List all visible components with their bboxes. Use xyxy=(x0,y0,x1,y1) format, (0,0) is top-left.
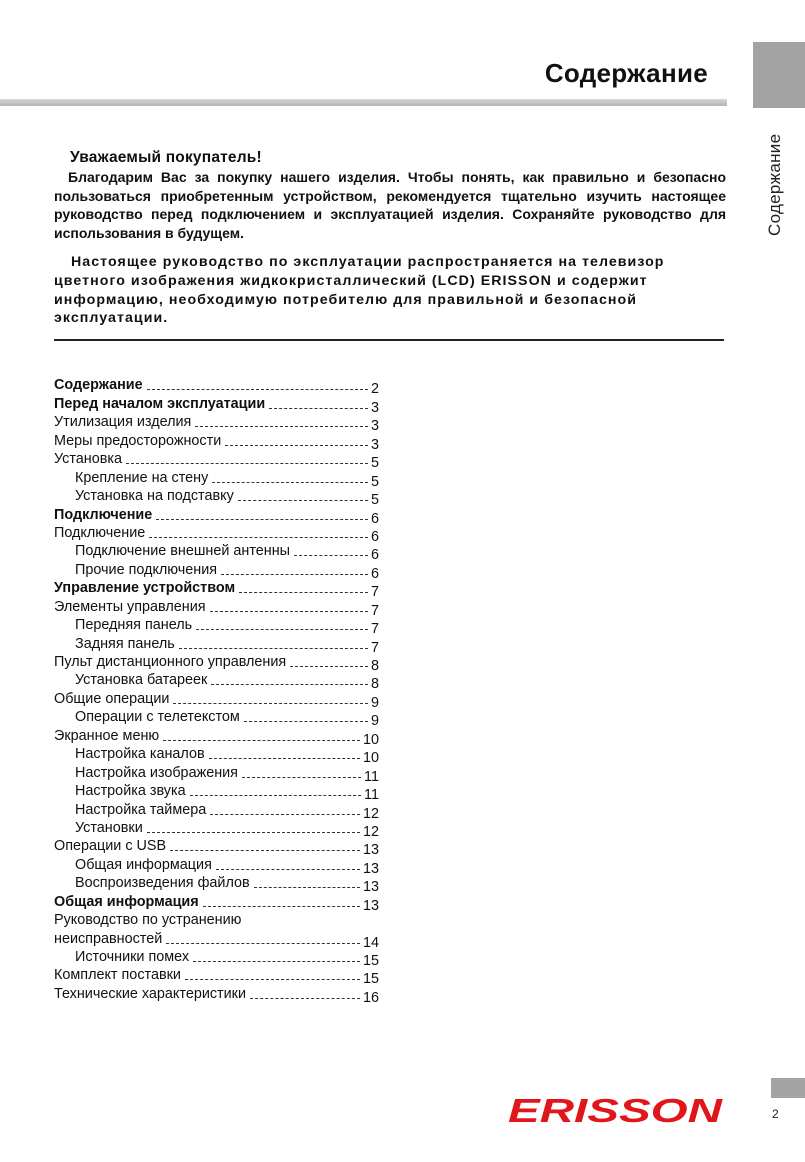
toc-leader-dashes xyxy=(225,445,368,446)
toc-leader-dashes xyxy=(149,537,368,538)
toc-entry-page: 3 xyxy=(370,418,379,435)
toc-leader-dashes xyxy=(173,703,368,704)
toc-entry-page: 6 xyxy=(370,528,379,545)
intro-paragraph: Благодарим Вас за покупку нашего изделия. Чтобы понять, как правильно и безопасно пользоваться приобретенным устройством, рекомендуется тщательно изучить настоящее руководство перед подключением и эксплуатацией изделия. Сохраняйте руководство для использования в будущем. xyxy=(54,169,726,241)
toc-entry-title: Экранное меню xyxy=(54,727,160,744)
toc-entry-title: Общие операции xyxy=(54,690,170,707)
toc-leader-dashes xyxy=(166,943,360,944)
toc-entry-page: 12 xyxy=(362,805,379,822)
toc-entry-title: Крепление на стену xyxy=(75,469,209,486)
toc-entry-title: Установка xyxy=(54,451,123,468)
toc-entry[interactable] xyxy=(54,836,379,859)
toc-entry[interactable] xyxy=(54,449,379,472)
toc-entry-page: 7 xyxy=(370,602,379,619)
toc-entry[interactable] xyxy=(54,467,379,490)
toc-entry[interactable] xyxy=(54,799,379,822)
toc-leader-dashes xyxy=(212,482,368,483)
toc-leader-dashes xyxy=(126,463,368,464)
toc-entry-title: Задняя панель xyxy=(75,635,175,652)
toc-entry-page: 6 xyxy=(370,565,379,582)
toc-entry-page: 2 xyxy=(370,381,379,398)
toc-leader-dashes xyxy=(244,721,368,722)
toc-leader-dashes xyxy=(147,389,368,390)
side-tab-marker xyxy=(753,42,805,108)
toc-entry[interactable] xyxy=(54,873,379,896)
table-of-contents xyxy=(54,375,379,1006)
toc-entry-page: 13 xyxy=(362,897,379,914)
toc-entry-title: Установка на подставку xyxy=(75,488,234,505)
section-divider xyxy=(54,339,724,341)
toc-leader-dashes xyxy=(190,795,361,796)
toc-entry-title: Настройка изображения xyxy=(75,764,238,781)
toc-entry[interactable] xyxy=(54,375,379,398)
greeting: Уважаемый покупатель! xyxy=(70,149,262,166)
toc-leader-dashes xyxy=(254,887,360,888)
toc-entry-page: 5 xyxy=(370,473,379,490)
toc-entry[interactable] xyxy=(54,688,379,711)
toc-entry[interactable] xyxy=(54,596,379,619)
toc-entry-title: Элементы управления xyxy=(54,598,206,615)
toc-entry-page: 13 xyxy=(362,842,379,859)
page-number: 2 xyxy=(772,1107,779,1121)
toc-leader-dashes xyxy=(203,906,360,907)
toc-leader-dashes xyxy=(156,519,368,520)
toc-leader-dashes xyxy=(196,629,368,630)
toc-entry[interactable] xyxy=(54,559,379,582)
toc-entry-title: Общая информация xyxy=(75,856,212,873)
toc-entry-title: Технические характеристики xyxy=(54,985,247,1002)
toc-entry-title: Настройка звука xyxy=(75,783,186,800)
toc-entry-page: 13 xyxy=(362,879,379,896)
toc-entry-title: Прочие подключения xyxy=(75,561,218,578)
toc-entry-title: Настройка таймера xyxy=(75,801,207,818)
toc-entry-title: Перед началом эксплуатации xyxy=(54,395,266,412)
toc-entry-page: 12 xyxy=(362,823,379,840)
toc-entry-title: неисправностей xyxy=(54,930,163,947)
page-title: Содержание xyxy=(544,58,708,88)
toc-entry[interactable] xyxy=(54,781,379,804)
header-divider-bar xyxy=(0,99,727,106)
toc-entry-title: Управление устройством xyxy=(54,580,236,597)
toc-entry-page: 8 xyxy=(370,676,379,693)
erisson-logo xyxy=(506,1092,724,1126)
toc-entry[interactable] xyxy=(54,615,379,638)
toc-entry-page: 6 xyxy=(370,510,379,527)
toc-leader-dashes xyxy=(216,869,360,870)
toc-entry[interactable] xyxy=(54,947,379,969)
toc-entry[interactable] xyxy=(54,854,379,877)
toc-leader-dashes xyxy=(210,611,368,612)
toc-entry-title: Настройка каналов xyxy=(75,746,205,763)
toc-entry[interactable] xyxy=(54,910,379,928)
toc-entry[interactable] xyxy=(54,578,379,601)
toc-entry-title: Содержание xyxy=(54,377,143,394)
toc-entry[interactable] xyxy=(54,725,379,748)
toc-entry[interactable] xyxy=(54,393,379,416)
toc-leader-dashes xyxy=(185,979,360,980)
toc-entry-title: Установка батареек xyxy=(75,672,208,689)
toc-entry-title: Передняя панель xyxy=(75,617,193,634)
toc-entry-page: 15 xyxy=(362,971,379,988)
toc-leader-dashes xyxy=(147,832,360,833)
toc-entry-title: Операции с телетекстом xyxy=(75,709,240,726)
toc-entry-page: 3 xyxy=(370,399,379,416)
toc-leader-dashes xyxy=(193,961,360,962)
toc-entry[interactable] xyxy=(54,541,379,564)
toc-entry-page: 6 xyxy=(370,547,379,564)
toc-entry[interactable] xyxy=(54,891,379,914)
toc-entry-page: 5 xyxy=(370,455,379,472)
toc-entry-page: 16 xyxy=(362,989,379,1006)
toc-leader-dashes xyxy=(211,684,368,685)
toc-entry-title: Подключение xyxy=(54,506,153,523)
toc-leader-dashes xyxy=(170,850,360,851)
toc-leader-dashes xyxy=(195,426,368,427)
toc-leader-dashes xyxy=(290,666,368,667)
toc-entry-title: Подключение xyxy=(54,524,146,541)
toc-entry[interactable] xyxy=(54,670,379,693)
brand-wordmark: ERISSON xyxy=(508,1092,724,1126)
toc-entry[interactable] xyxy=(54,652,379,674)
corner-tab-marker xyxy=(771,1078,805,1098)
toc-entry-title: Утилизация изделия xyxy=(54,414,192,431)
toc-leader-dashes xyxy=(209,758,360,759)
toc-entry-page: 7 xyxy=(370,584,379,601)
toc-leader-dashes xyxy=(239,592,368,593)
toc-entry-title: Общая информация xyxy=(54,893,199,910)
toc-leader-dashes xyxy=(238,500,368,501)
toc-entry-page: 9 xyxy=(370,694,379,711)
toc-entry[interactable] xyxy=(54,818,379,840)
toc-entry[interactable] xyxy=(54,707,379,730)
toc-entry-page: 9 xyxy=(370,713,379,730)
toc-entry-title: Пульт дистанционного управления xyxy=(54,654,287,670)
toc-leader-dashes xyxy=(269,408,368,409)
toc-entry-page: 14 xyxy=(362,934,379,951)
toc-entry-title: Операции с USB xyxy=(54,838,167,855)
toc-entry-page: 11 xyxy=(364,768,379,785)
toc-entry[interactable] xyxy=(54,430,379,453)
toc-entry[interactable] xyxy=(54,523,379,545)
toc-entry[interactable] xyxy=(54,486,379,509)
toc-leader-dashes xyxy=(242,777,361,778)
toc-entry[interactable] xyxy=(54,983,379,1006)
toc-entry-title: Источники помех xyxy=(75,949,190,965)
toc-entry-title: Руководство по устранению xyxy=(54,912,242,929)
toc-entry-title: Воспроизведения файлов xyxy=(75,875,250,892)
toc-entry[interactable] xyxy=(54,744,379,767)
toc-entry-page: 15 xyxy=(362,953,379,969)
toc-entry[interactable] xyxy=(54,504,379,527)
toc-entry-page: 13 xyxy=(362,860,379,877)
toc-entry[interactable] xyxy=(54,965,379,988)
toc-leader-dashes xyxy=(221,574,368,575)
toc-entry-page: 5 xyxy=(370,492,379,509)
toc-entry-page: 7 xyxy=(370,621,379,638)
toc-entry-page: 3 xyxy=(370,436,379,453)
toc-leader-dashes xyxy=(179,648,368,649)
toc-leader-dashes xyxy=(250,998,360,999)
toc-entry-title: Комплект поставки xyxy=(54,967,181,984)
toc-leader-dashes xyxy=(294,555,368,556)
toc-entry[interactable] xyxy=(54,412,379,435)
side-section-label: Содержание xyxy=(765,133,784,236)
toc-leader-dashes xyxy=(210,814,360,815)
scope-paragraph: Настоящее руководство по эксплуатации распространяется на телевизор цветного изображения жидкокристаллический (LCD) ERISSON и содержит информацию, необходимую потребителю для правильной и безопасной эксплуатации. xyxy=(54,254,665,327)
toc-entry-title: Подключение внешней антенны xyxy=(75,543,290,560)
toc-entry-title: Установки xyxy=(75,819,143,836)
toc-entry-page: 10 xyxy=(362,750,379,767)
toc-leader-dashes xyxy=(163,740,360,741)
toc-entry[interactable] xyxy=(54,762,379,785)
toc-entry-page: 7 xyxy=(370,639,379,656)
toc-entry-page: 10 xyxy=(362,731,379,748)
toc-entry[interactable] xyxy=(54,633,379,656)
toc-entry-title: Меры предосторожности xyxy=(54,432,222,449)
toc-entry-page: 11 xyxy=(364,787,379,804)
toc-entry-page: 8 xyxy=(370,658,379,674)
toc-entry[interactable] xyxy=(54,928,379,951)
